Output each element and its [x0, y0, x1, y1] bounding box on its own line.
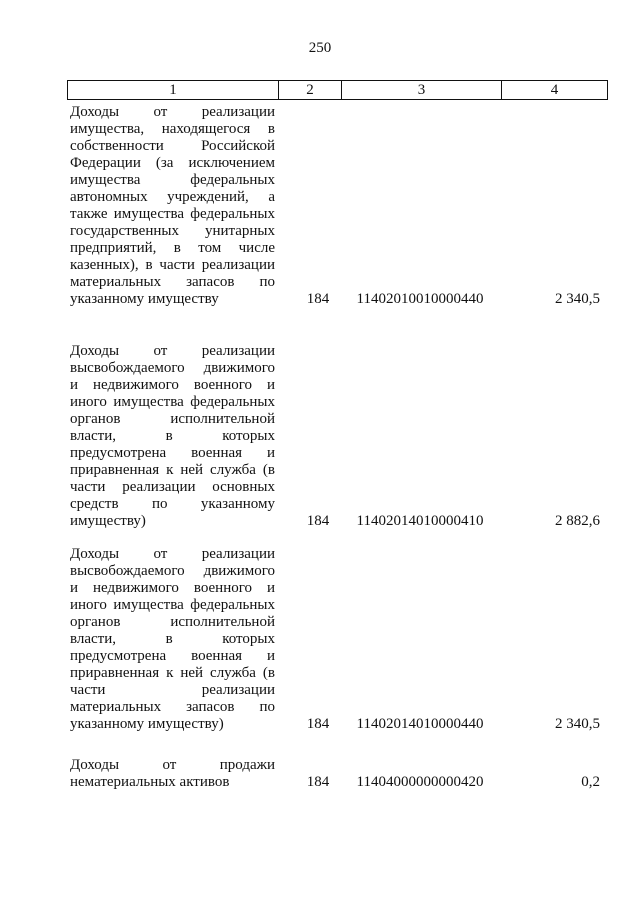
- description-line: Доходы от реализации: [70, 546, 275, 562]
- description-line: имущества, находящегося в: [70, 121, 275, 137]
- amount: 2 882,6: [555, 513, 600, 529]
- description-line: собственности Российской: [70, 138, 275, 154]
- description-line: органов исполнительной: [70, 614, 275, 630]
- description-line: также имущества федеральных: [70, 206, 275, 222]
- description-line: имущества федеральных: [70, 172, 275, 188]
- description-line: предусмотрена военная и: [70, 648, 275, 664]
- description-line: власти, в которых: [70, 631, 275, 647]
- description-line: государственных унитарных: [70, 223, 275, 239]
- header-col-3: 3: [342, 81, 502, 99]
- admin-code: 184: [306, 513, 330, 529]
- description-line: приравненная к ней служба (в: [70, 665, 275, 681]
- header-col-4: 4: [550, 82, 559, 98]
- description-line: казенных), в части реализации: [70, 257, 275, 273]
- description-line: высвобождаемого движимого: [70, 563, 275, 579]
- description-line: Доходы от реализации: [70, 104, 275, 120]
- description-line: автономных учреждений, а: [70, 189, 275, 205]
- row-description: [70, 343, 275, 530]
- description-line: и недвижимого военного и: [70, 580, 275, 596]
- description-line: материальных запасов по: [70, 274, 275, 290]
- row-description: [70, 757, 275, 791]
- description-line: указанному имуществу): [70, 716, 224, 732]
- description-line: Доходы от реализации: [70, 343, 275, 359]
- row-description: [70, 104, 275, 308]
- description-line: органов исполнительной: [70, 411, 275, 427]
- table-header: [67, 80, 608, 100]
- amount: 2 340,5: [555, 291, 600, 307]
- budget-classification-code: 11402010010000440: [356, 291, 484, 307]
- description-line: иного имущества федеральных: [70, 597, 275, 613]
- description-line: иного имущества федеральных: [70, 394, 275, 410]
- description-line: нематериальных активов: [70, 774, 230, 790]
- description-line: материальных запасов по: [70, 699, 275, 715]
- budget-classification-code: 11402014010000410: [356, 513, 484, 529]
- description-line: Доходы от продажи: [70, 757, 275, 773]
- description-line: средств по указанному: [70, 496, 275, 512]
- description-line: предприятий, в том числе: [70, 240, 275, 256]
- description-line: части реализации основных: [70, 479, 275, 495]
- amount: 0,2: [581, 774, 600, 790]
- description-line: указанному имуществу: [70, 291, 219, 307]
- description-line: высвобождаемого движимого: [70, 360, 275, 376]
- budget-classification-code: 11402014010000440: [356, 716, 484, 732]
- header-col-1: 1: [68, 81, 279, 99]
- admin-code: 184: [306, 716, 330, 732]
- page-number: 250: [308, 40, 332, 56]
- description-line: имуществу): [70, 513, 146, 529]
- description-line: предусмотрена военная и: [70, 445, 275, 461]
- header-col-2: 2: [279, 81, 342, 99]
- amount: 2 340,5: [555, 716, 600, 732]
- admin-code: 184: [306, 774, 330, 790]
- description-line: Федерации (за исключением: [70, 155, 275, 171]
- admin-code: 184: [306, 291, 330, 307]
- budget-classification-code: 11404000000000420: [356, 774, 484, 790]
- description-line: части реализации: [70, 682, 275, 698]
- description-line: и недвижимого военного и: [70, 377, 275, 393]
- description-line: власти, в которых: [70, 428, 275, 444]
- description-line: приравненная к ней служба (в: [70, 462, 275, 478]
- row-description: [70, 546, 275, 733]
